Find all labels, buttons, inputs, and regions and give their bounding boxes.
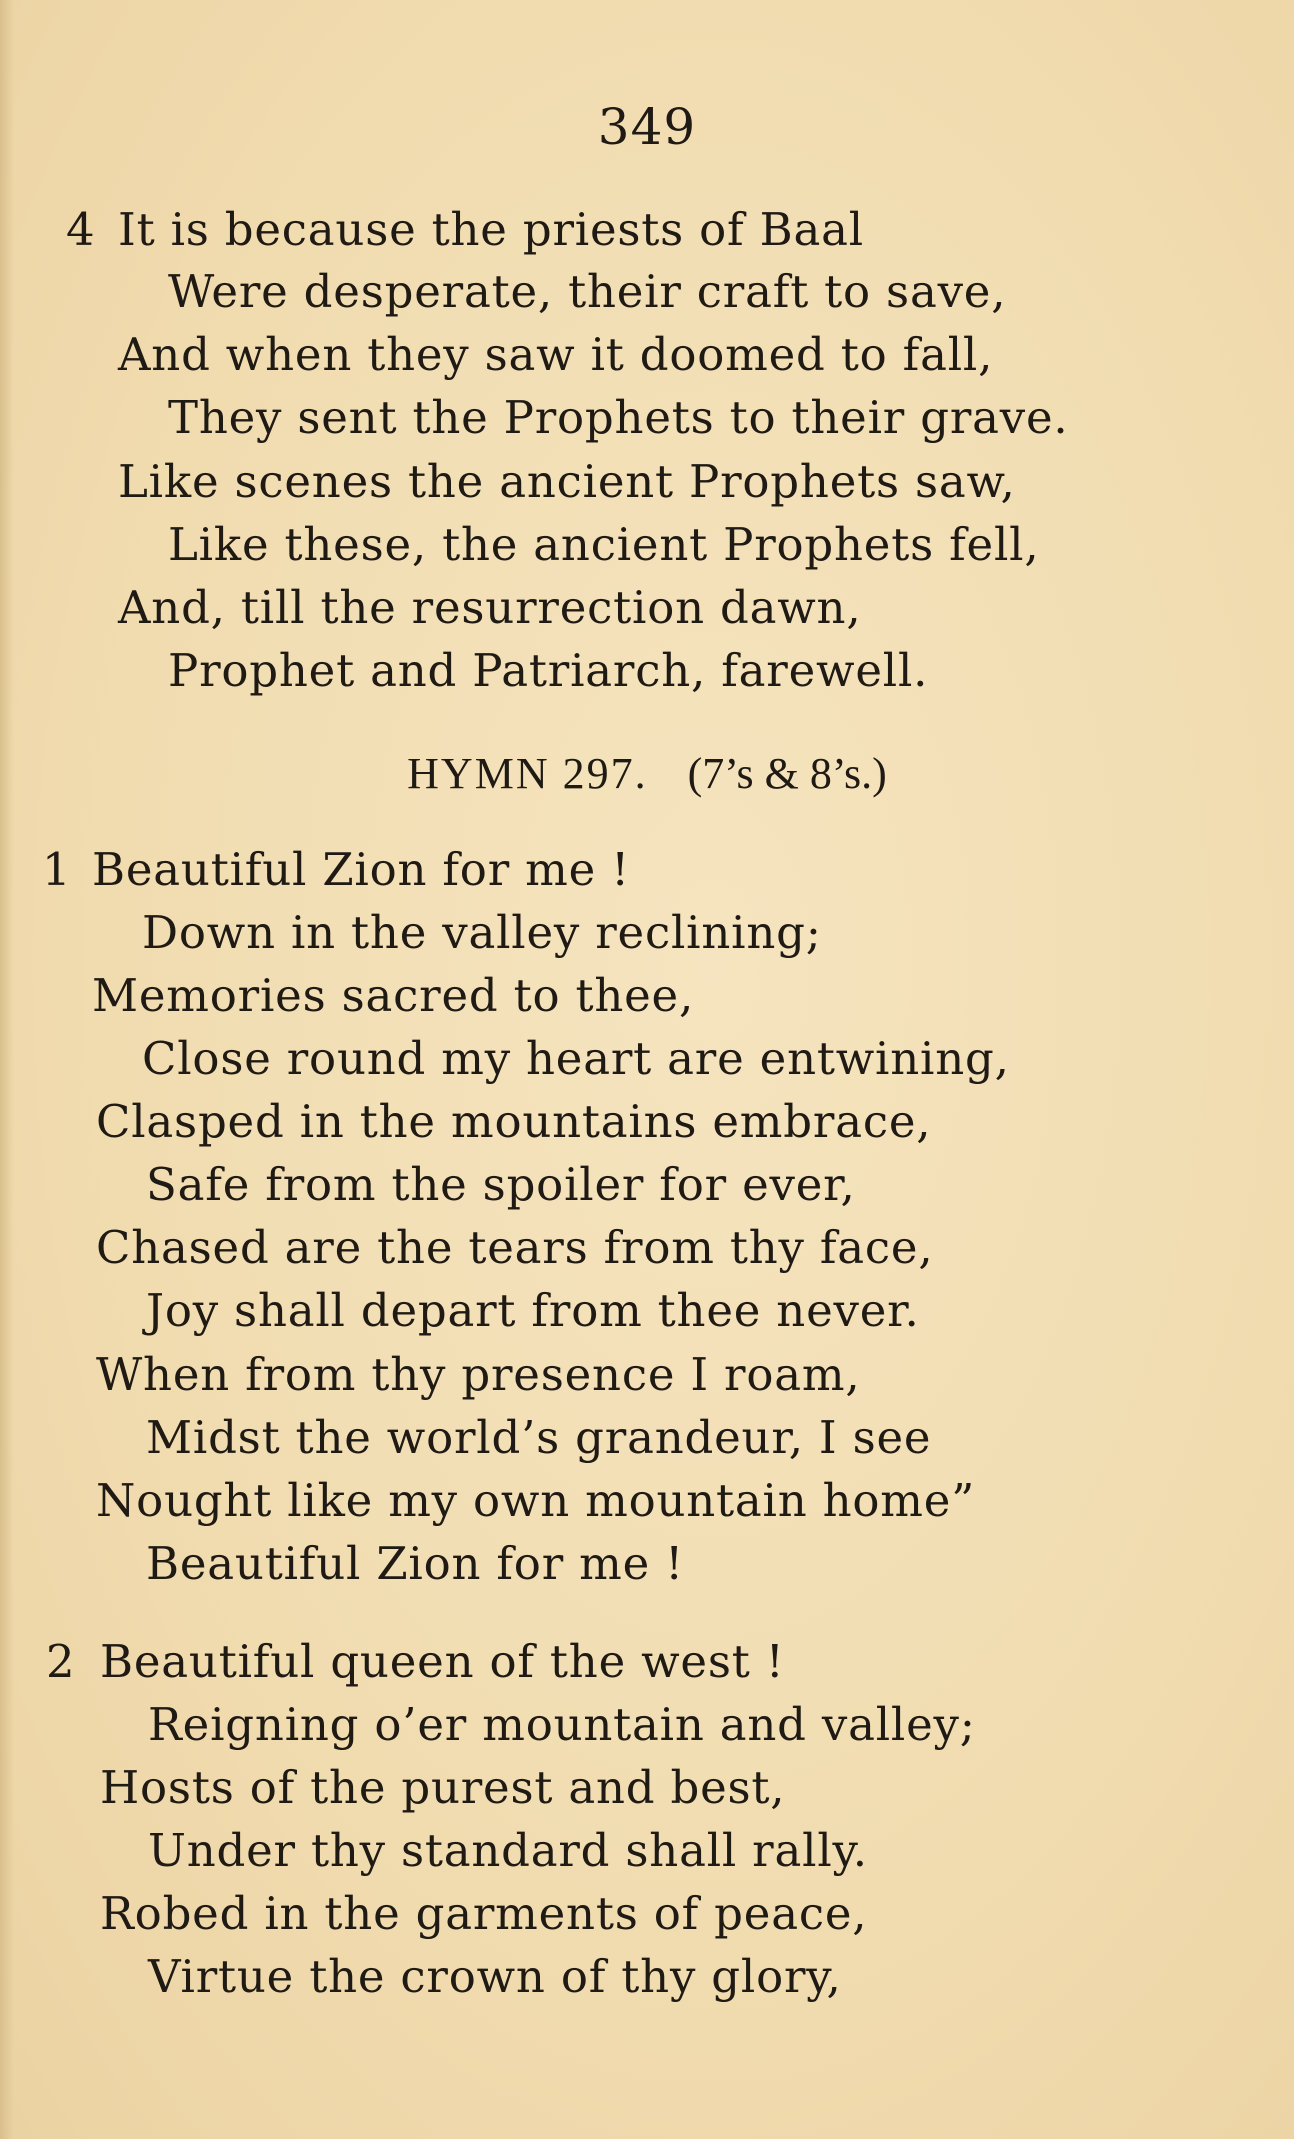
- verse-line: Nought like my own mountain home”: [96, 1474, 976, 1527]
- verse-line: Close round my heart are entwining,: [142, 1032, 1010, 1085]
- verse-line: When from thy presence I roam,: [96, 1348, 861, 1401]
- verse-line: Under thy standard shall rally.: [148, 1824, 868, 1877]
- stanza-line: And when they saw it doomed to fall,: [118, 328, 994, 381]
- verse-line: Joy shall depart from thee never.: [146, 1284, 920, 1337]
- verse-line: Reigning o’er mountain and valley;: [148, 1698, 976, 1751]
- hymn-heading: [0, 748, 1294, 799]
- verse-line: Memories sacred to thee,: [92, 969, 695, 1022]
- stanza-line: It is because the priests of Baal: [118, 203, 864, 256]
- stanza-line: And, till the resurrection dawn,: [118, 581, 862, 634]
- stanza-line: They sent the Prophets to their grave.: [168, 391, 1069, 444]
- verse-line: Clasped in the mountains embrace,: [96, 1095, 932, 1148]
- stanza-line: Prophet and Patriarch, farewell.: [168, 644, 929, 697]
- stanza-line: Were desperate, their craft to save,: [168, 265, 1007, 318]
- verse-line: Virtue the crown of thy glory,: [148, 1950, 842, 2003]
- verse-line: Robed in the garments of peace,: [100, 1887, 868, 1940]
- verse-line: Beautiful Zion for me !: [92, 843, 631, 896]
- verse-line: Beautiful queen of the west !: [100, 1635, 785, 1688]
- page-number: 349: [597, 98, 697, 156]
- verse-line: Down in the valley reclining;: [142, 906, 822, 959]
- verse-line: Chased are the tears from thy face,: [96, 1221, 934, 1274]
- verse-number: 2: [46, 1635, 75, 1688]
- page-edge-shadow: [0, 0, 14, 2139]
- hymn-meter: (7’s & 8’s.): [687, 749, 887, 798]
- verse-number: 1: [42, 843, 71, 896]
- hymn-title: HYMN 297.: [407, 749, 648, 798]
- stanza-line: Like scenes the ancient Prophets saw,: [118, 455, 1016, 508]
- verse-line: Midst the world’s grandeur, I see: [146, 1411, 932, 1464]
- verse-line: Safe from the spoiler for ever,: [146, 1158, 856, 1211]
- stanza-line: Like these, the ancient Prophets fell,: [168, 518, 1040, 571]
- stanza-number: 4: [66, 203, 95, 256]
- verse-line: Beautiful Zion for me !: [146, 1537, 685, 1590]
- verse-line: Hosts of the purest and best,: [100, 1761, 786, 1814]
